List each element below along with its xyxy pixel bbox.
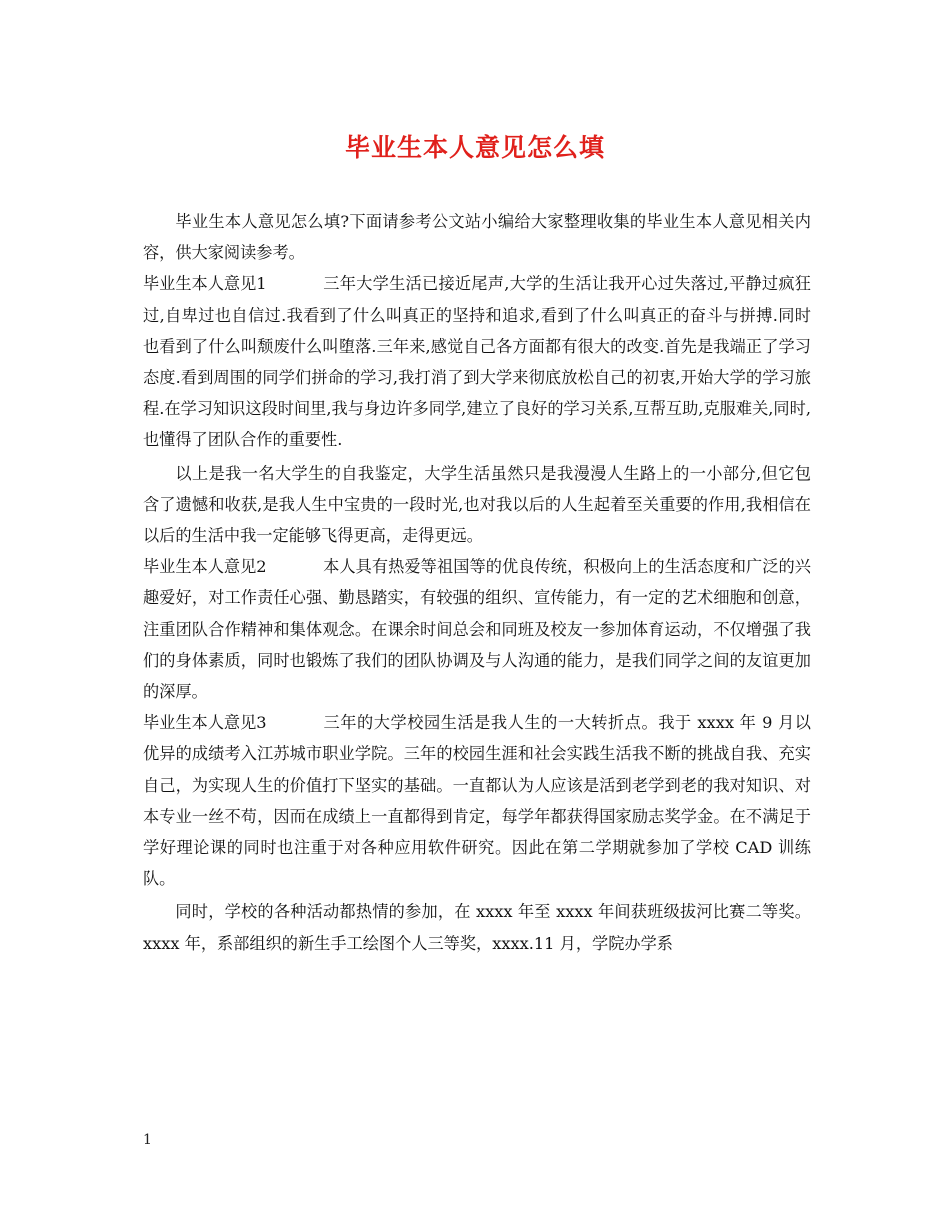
page-number: 1 xyxy=(143,1132,152,1148)
intro-paragraph: 毕业生本人意见怎么填?下面请参考公文站小编给大家整理收集的毕业生本人意见相关内容，供大家阅读参考。 xyxy=(143,212,811,263)
opinion-3-text: 三年的大学校园生活是我人生的一大转折点。我于 xxxx 年 9 月以优异的成绩考入江苏城市职业学院。三年的校园生涯和社会实践生活我不断的挑战自我、充实自己，为实现人生的价值打下坚实的基础。一直都认为人应该是活到老学到老的我对知识、对本专业一丝不苟，因而在成绩上一直都得到肯定，每学年都获得国家励志奖学金。在不满足于学好理论课的同时也注重于对各种应用软件研究。因此在第二学期就参加了学校 CAD 训练队。 xyxy=(143,713,811,889)
summary-paragraph: 以上是我一名大学生的自我鉴定，大学生活虽然只是我漫漫人生路上的一小部分,但它包含了遗憾和收获,是我人生中宝贵的一段时光,也对我以后的人生起着至关重要的作用,我相信在以后的生活中我一定能够飞得更高，走得更远。 xyxy=(143,463,811,546)
opinion-3-paragraph xyxy=(143,707,811,894)
opinion-1-label: 毕业生本人意见1 xyxy=(143,274,267,294)
opinion-2-paragraph xyxy=(143,551,811,707)
opinion-1-paragraph xyxy=(143,268,811,455)
opinion-2-label: 毕业生本人意见2 xyxy=(143,557,267,577)
opinion-3-label: 毕业生本人意见3 xyxy=(143,713,267,733)
opinion-2-text: 本人具有热爱等祖国等的优良传统，积极向上的生活态度和广泛的兴趣爱好，对工作责任心强、勤恳踏实，有较强的组织、宣传能力，有一定的艺术细胞和创意，注重团队合作精神和集体观念。在课余时间总会和同班及校友一参加体育运动，不仅增强了我们的身体素质，同时也锻炼了我们的团队协调及与人沟通的能力，是我们同学之间的友谊更加的深厚。 xyxy=(143,557,811,702)
opinion-1-text: 三年大学生活已接近尾声,大学的生活让我开心过失落过,平静过疯狂过,自卑过也自信过.我看到了什么叫真正的坚持和追求,看到了什么叫真正的奋斗与拼搏.同时也看到了什么叫颓废什么叫堕落.三年来,感觉自己各方面都有很大的改变.首先是我端正了学习态度.看到周围的同学们拼命的学习,我打消了到大学来彻底放松自己的初衷,开始大学的学习旅程.在学习知识这段时间里,我与身边许多同学,建立了良好的学习关系,互帮互助,克服难关,同时,也懂得了团队合作的重要性. xyxy=(143,274,811,450)
document-title: 毕业生本人意见怎么填 xyxy=(344,133,605,162)
document-body xyxy=(143,206,811,959)
activities-paragraph: 同时，学校的各种活动都热情的参加，在 xxxx 年至 xxxx 年间获班级拔河比赛二等奖。xxxx 年，系部组织的新生手工绘图个人三等奖，xxxx.11 月，学院办学系 xyxy=(143,902,811,953)
